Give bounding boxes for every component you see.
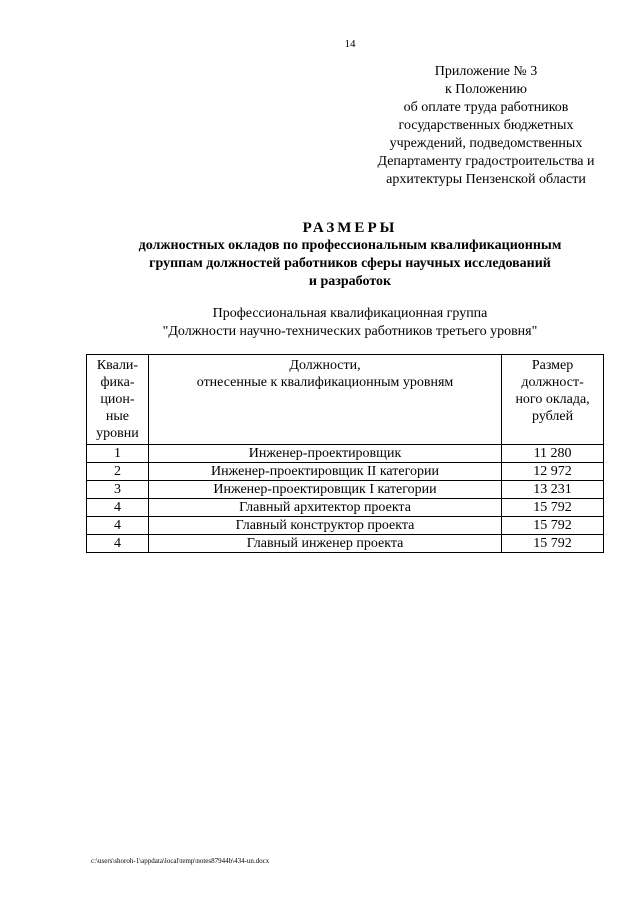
cell-level: 4	[87, 535, 149, 553]
file-path-footer: c:\users\shoroh-1\appdata\local\temp\notes87944b\434-un.docx	[91, 857, 270, 865]
cell-position: Главный архитектор проекта	[148, 499, 501, 517]
cell-salary: 15 792	[502, 535, 604, 553]
title-main: РАЗМЕРЫ	[302, 220, 398, 236]
table-row	[87, 535, 604, 553]
cell-salary: 15 792	[502, 499, 604, 517]
title-line: и разработок	[308, 274, 392, 289]
table-row	[87, 517, 604, 535]
table-row	[87, 481, 604, 499]
table-row	[87, 463, 604, 481]
cell-position: Инженер-проектировщик II категории	[148, 463, 501, 481]
header-position: Должности, отнесенные к квалификационным уровням	[148, 355, 501, 445]
table-row	[87, 499, 604, 517]
qualification-group	[60, 305, 640, 341]
cell-level: 1	[87, 445, 149, 463]
cell-level: 4	[87, 517, 149, 535]
appendix-line: архитектуры Пензенской области	[386, 172, 586, 187]
appendix-line: об оплате труда работников	[403, 100, 569, 115]
cell-salary: 11 280	[502, 445, 604, 463]
page-number: 14	[344, 38, 356, 50]
appendix-line: к Положению	[444, 82, 527, 97]
cell-salary: 12 972	[502, 463, 604, 481]
cell-position: Инженер-проектировщик	[148, 445, 501, 463]
title-line: должностных окладов по профессиональным квалификационным	[138, 238, 562, 253]
cell-salary: 15 792	[502, 517, 604, 535]
cell-level: 2	[87, 463, 149, 481]
group-label: Профессиональная квалификационная группа	[212, 306, 488, 321]
salary-table	[86, 354, 604, 553]
appendix-reference	[356, 63, 616, 189]
appendix-line: Приложение № 3	[434, 64, 538, 79]
document-title	[60, 219, 640, 291]
cell-salary: 13 231	[502, 481, 604, 499]
header-salary: Размер должност- ного оклада, рублей	[502, 355, 604, 445]
appendix-line: государственных бюджетных	[398, 118, 574, 133]
group-name: "Должности научно-технических работников третьего уровня"	[162, 324, 538, 339]
cell-position: Главный инженер проекта	[148, 535, 501, 553]
cell-position: Главный конструктор проекта	[148, 517, 501, 535]
header-level: Квали- фика- цион- ные уровни	[87, 355, 149, 445]
table-header-row	[87, 355, 604, 445]
cell-level: 4	[87, 499, 149, 517]
appendix-line: учреждений, подведомственных	[389, 136, 583, 151]
appendix-line: Департаменту градостроительства и	[377, 154, 595, 169]
table-row	[87, 445, 604, 463]
cell-level: 3	[87, 481, 149, 499]
title-line: группам должностей работников сферы научных исследований	[149, 256, 551, 271]
cell-position: Инженер-проектировщик I категории	[148, 481, 501, 499]
